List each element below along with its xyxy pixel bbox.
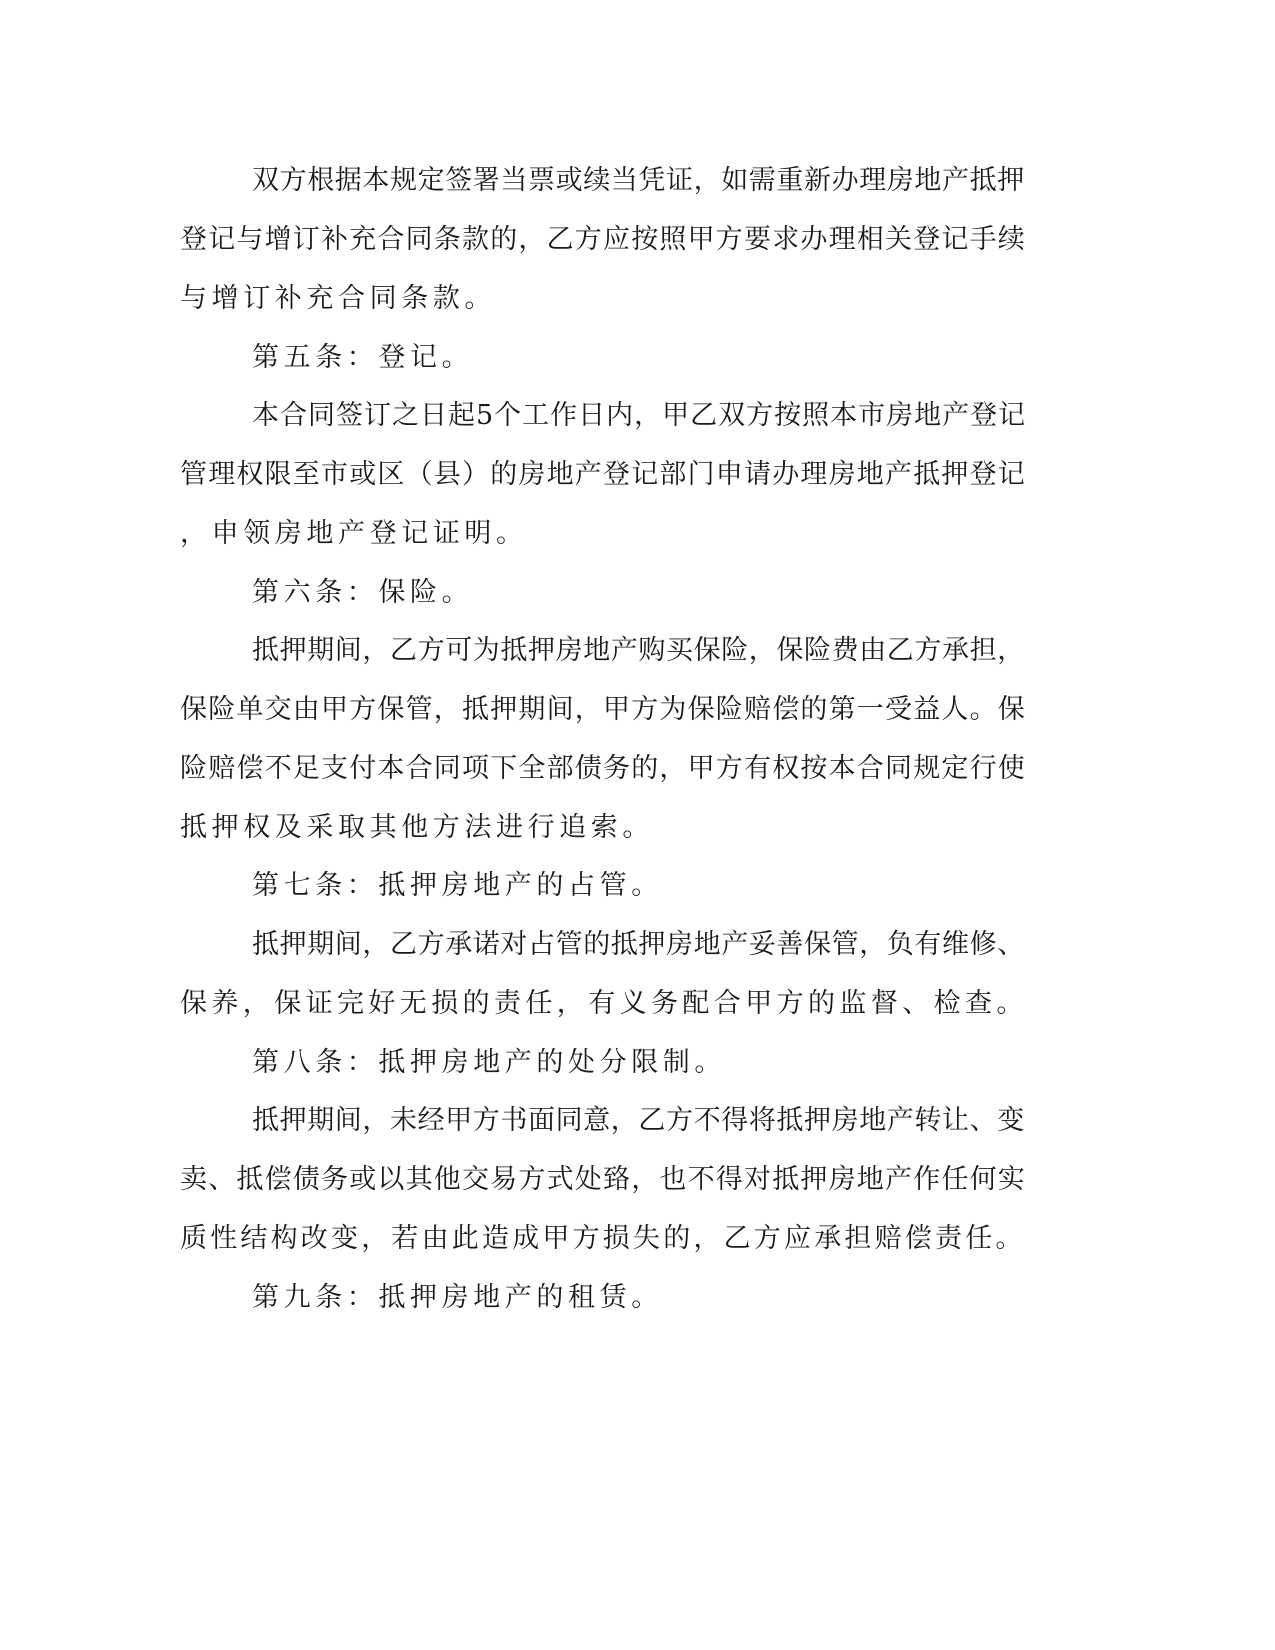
paragraph-line: 质性结构改变，若由此造成甲方损失的，乙方应承担赔偿责任。 [180,1223,1026,1254]
paragraph-line: 险赔偿不足支付本合同项下全部债务的，甲方有权按本合同规定行使 [180,753,1026,784]
paragraph-line: 抵押权及采取其他方法进行追索。 [180,812,654,843]
paragraph-line: 卖、抵偿债务或以其他交易方式处臵，也不得对抵押房地产作任何实 [180,1164,1026,1195]
paragraph-line: 登记与增订补充合同条款的，乙方应按照甲方要求办理相关登记手续 [180,224,1026,255]
paragraph-line: 管理权限至市或区（县）的房地产登记部门申请办理房地产抵押登记 [180,459,1026,490]
paragraph-line: 与增订补充合同条款。 [180,283,496,314]
paragraph-line: 抵押期间，乙方可为抵押房地产购买保险，保险费由乙方承担， [252,635,1025,666]
article-heading: 第七条：抵押房地产的占管。 [252,870,663,901]
article-heading: 第九条：抵押房地产的租赁。 [252,1282,663,1313]
paragraph-line: ，申领房地产登记证明。 [180,518,528,549]
paragraph-line: 抵押期间，乙方承诺对占管的抵押房地产妥善保管，负有维修、 [252,929,1025,960]
article-heading: 第六条：保险。 [252,577,474,608]
paragraph-line: 本合同签订之日起5个工作日内，甲乙双方按照本市房地产登记 [252,400,1027,431]
article-heading: 第八条：抵押房地产的处分限制。 [252,1047,726,1078]
paragraph-line: 保养，保证完好无损的责任，有义务配合甲方的监督、检查。 [180,988,1028,1019]
paragraph-line: 双方根据本规定签署当票或续当凭证，如需重新办理房地产抵押 [252,165,1025,196]
article-heading: 第五条：登记。 [252,342,474,373]
paragraph-line: 抵押期间，未经甲方书面同意，乙方不得将抵押房地产转让、变 [252,1105,1025,1136]
paragraph-line: 保险单交由甲方保管，抵押期间，甲方为保险赔偿的第一受益人。保 [180,694,1026,725]
